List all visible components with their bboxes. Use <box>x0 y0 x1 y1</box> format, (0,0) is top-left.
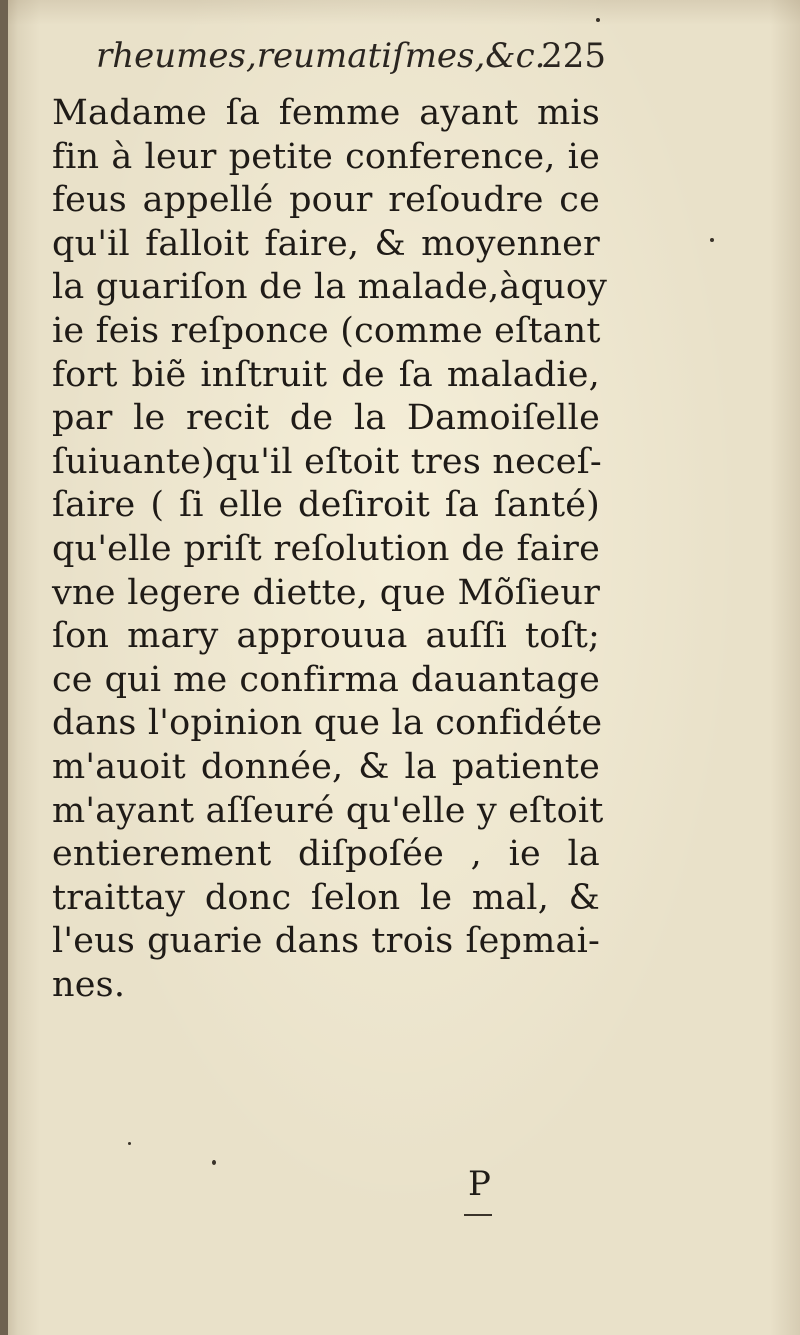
text-line: m'auoit donnée, & la patiente <box>52 746 600 787</box>
paper-speck <box>212 1160 216 1165</box>
text-line: m'ayant aſſeuré qu'elle y eſtoit <box>52 790 604 831</box>
text-line: ie feis reſponce (comme eſtant <box>52 310 601 351</box>
signature-rule <box>464 1214 492 1216</box>
page-number: 225 <box>541 36 606 76</box>
text-line: ſon mary approuua auſſi toſt; <box>52 616 600 657</box>
text-line: qu'il falloit faire, & moyenner <box>52 223 600 264</box>
text-line: ſuiuante)qu'il eſtoit tres neceſ- <box>52 441 602 482</box>
text-line: fort biẽ inſtruit de ſa maladie, <box>52 354 600 395</box>
text-line: qu'elle priſt reſolution de faire <box>52 528 600 569</box>
paper-speck <box>596 18 600 22</box>
paper-speck <box>710 238 714 242</box>
paper-speck <box>128 1142 131 1145</box>
text-line: entierement diſpoſée , ie la <box>52 834 600 875</box>
text-line: par le recit de la Damoiſelle <box>52 398 600 439</box>
running-head <box>96 36 606 76</box>
text-line: ce qui me confirma dauantage <box>52 659 600 700</box>
text-line: la guariſon de la malade,àquoy <box>52 267 608 308</box>
text-line: dans l'opinion que la confidéte <box>52 703 603 744</box>
text-line: traittay donc ſelon le mal, & <box>52 877 600 918</box>
text-line: Madame ſa femme ayant mis <box>52 93 600 133</box>
gutter-shadow <box>0 0 8 1335</box>
text-line: l'eus guarie dans trois ſepmai- <box>52 921 600 962</box>
text-line-last: nes. <box>52 964 126 1005</box>
signature-mark: P <box>468 1164 491 1204</box>
text-line: ſaire ( ſi elle deſiroit ſa ſanté) <box>52 485 600 526</box>
text-line: vne legere diette, que Mõſieur <box>52 572 600 613</box>
body-text <box>52 92 608 1007</box>
text-line: feus appellé pour reſoudre ce <box>52 180 600 221</box>
running-head-title: rheumes,reumatiſmes,&c. <box>96 36 546 76</box>
text-line: fin à leur petite conference, ie <box>52 136 600 177</box>
